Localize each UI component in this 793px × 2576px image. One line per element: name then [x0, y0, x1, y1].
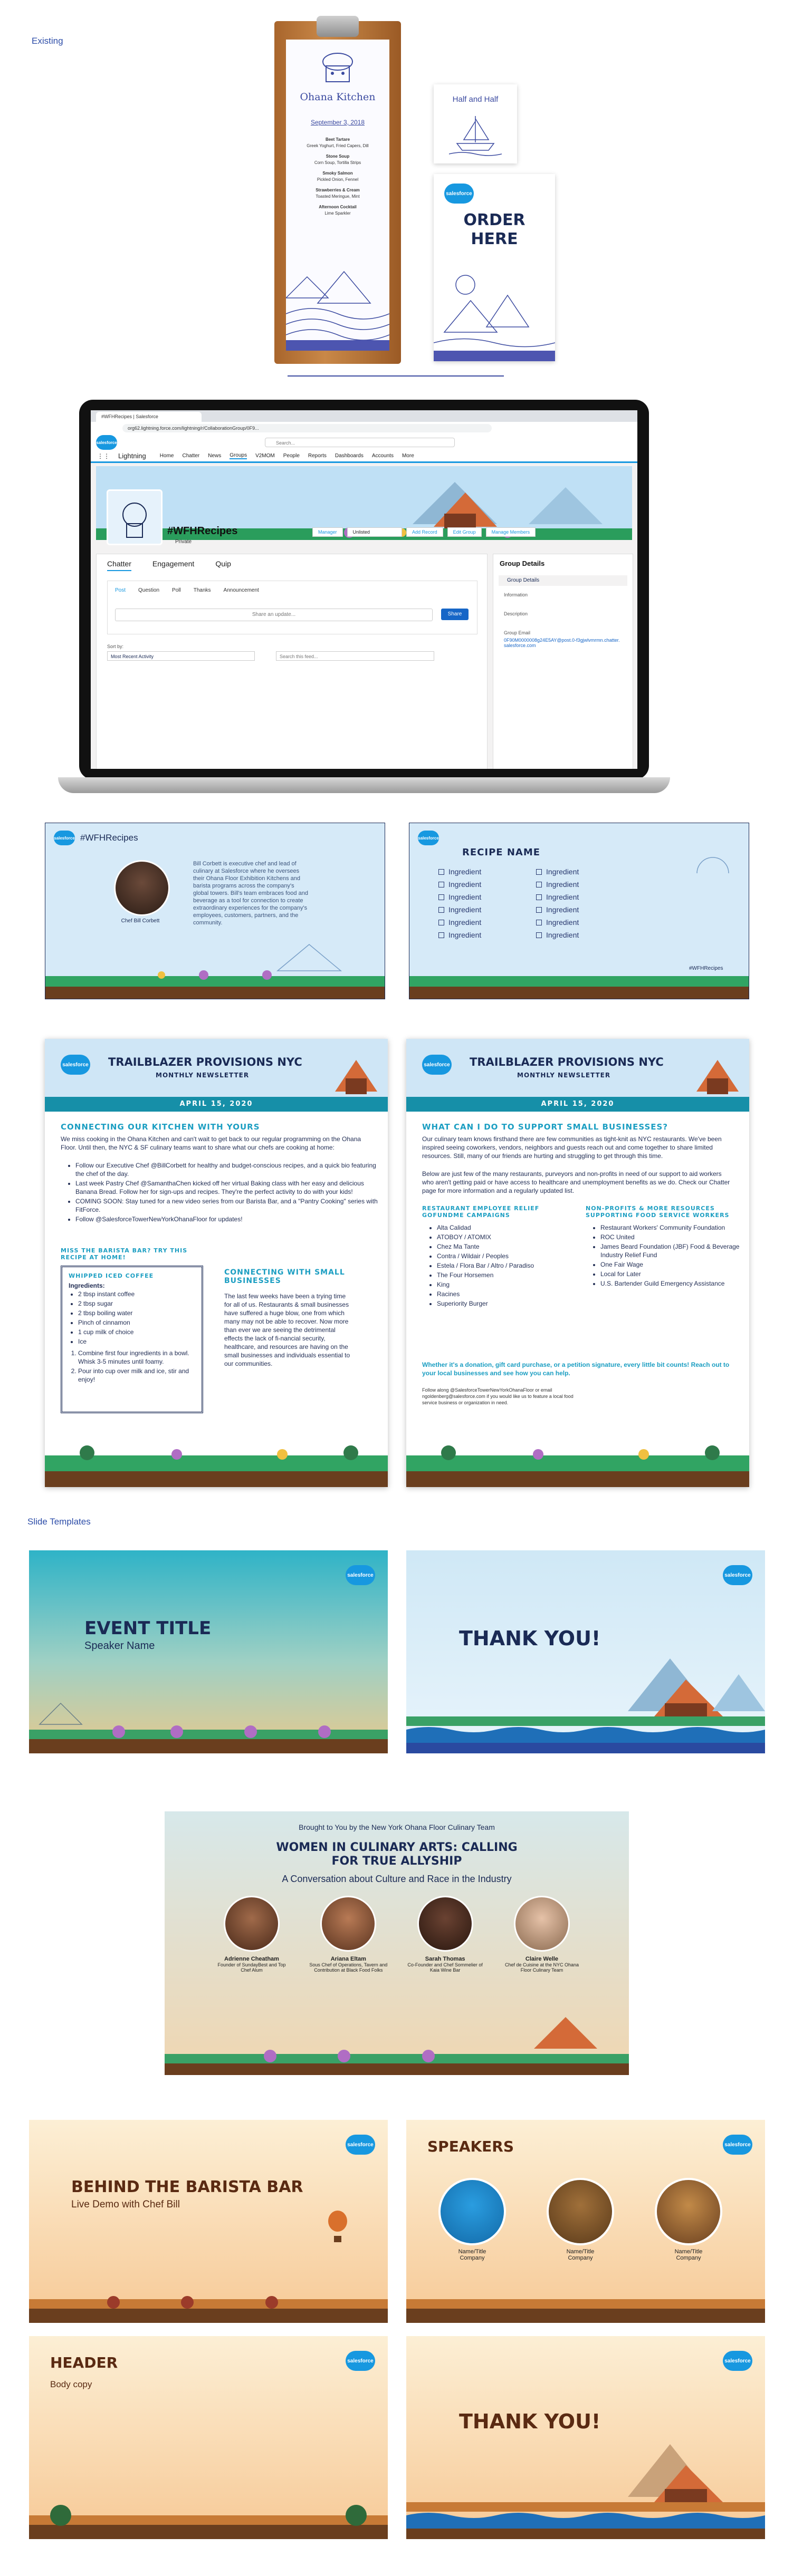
ingredient-item[interactable]: Ingredient: [536, 865, 579, 878]
bio-text: Bill Corbett is executive chef and lead of culinary at Salesforce where he oversees their Ohana Floor Exhibition Kitchens and barista programs across the company's global towers. Bill's team embraces food and beverage as a tool for connection to create extraordinary experiences for the company's employees, customers, partners, and the community.: [193, 861, 308, 926]
hot-air-balloon-icon: [324, 2210, 351, 2246]
list-item: • James Beard Foundation (JBF) Food & Beverage Industry Relief Fund: [600, 1242, 743, 1259]
order-here-title: ORDER HERE: [463, 211, 526, 248]
nl-subtitle: MONTHLY NEWSLETTER: [517, 1072, 611, 1079]
list-item: 2. Pour into cup over milk and ice, stir and enjoy!: [78, 1367, 195, 1384]
chef-avatar: [114, 860, 170, 916]
panelists-row: [212, 1896, 581, 1973]
sf-header: [91, 435, 637, 451]
salesforce-logo-icon: salesforce: [418, 831, 439, 845]
list-item: 1. Combine first four ingredients in a bowl. Whisk 3-5 minutes until foamy.: [78, 1349, 195, 1366]
list-item: • Ice: [78, 1337, 195, 1346]
panelist: [502, 1896, 581, 1973]
nl-callout: Whether it's a donation, gift card purchase, or a petition signature, every little bit counts! Reach out to your local businesses and see how you can help.: [422, 1361, 730, 1377]
panel-title: WOMEN IN CULINARY ARTS: CALLING FOR TRUE ALLYSHIP: [276, 1841, 518, 1868]
ingredient-item[interactable]: Ingredient: [536, 891, 579, 903]
panelist-role: Chef de Cuisine at the NYC Ohana Floor Culinary Team: [504, 1962, 579, 1973]
ingredient-item[interactable]: Ingredient: [536, 903, 579, 916]
list-item: • Superiority Burger: [437, 1299, 574, 1308]
nl-date-bar: APRIL 15, 2020: [45, 1097, 388, 1112]
list-item: • Follow @SalesforceTowerNewYorkOhanaFloor for updates!: [75, 1215, 381, 1223]
menu-date: September 3, 2018: [310, 119, 365, 126]
post-tab[interactable]: Thanks: [193, 587, 211, 593]
cabin-icon: [691, 1049, 744, 1097]
ingredient-item[interactable]: Ingredient: [438, 916, 481, 929]
list-item: • Pinch of cinnamon: [78, 1318, 195, 1327]
nl-title: TRAILBLAZER PROVISIONS NYC: [108, 1056, 302, 1068]
panelist-name: Claire Welle: [525, 1956, 559, 1962]
salesforce-logo-icon: salesforce: [96, 435, 117, 450]
header-scene-art: [29, 2473, 388, 2539]
nav-item[interactable]: More: [402, 453, 414, 459]
menu-line: Beet Tartare: [325, 137, 350, 142]
nl-small-biz-text: The last few weeks have been a trying time for all of us. Restaurants & small businesses have suffered a huge blow, one from which many may not be able to recover. Now more than ever we are seeing the detrimental effects the lack of fi-nancial security, healthcare, and resources are having on the small businesses and individuals essential to our communities.: [224, 1292, 350, 1367]
checkbox-icon[interactable]: [536, 869, 542, 875]
half-and-half-card: [434, 84, 517, 163]
astro-icon: [108, 491, 161, 544]
slide-thank-you-blue: [406, 1550, 765, 1753]
panel-scene-art: [165, 2006, 629, 2075]
menu-line: Pickled Onion, Fennel: [317, 177, 359, 182]
panelist-name: Ariana Eltam: [330, 1956, 366, 1962]
list-item: • Chez Ma Tante: [437, 1242, 574, 1251]
nl-title: TRAILBLAZER PROVISIONS NYC: [470, 1056, 664, 1068]
list-item: • 1 cup milk of choice: [78, 1328, 195, 1336]
recipe-card: [409, 823, 749, 999]
speaker-company-caption: Company: [676, 2255, 701, 2261]
list-item: • ROC United: [600, 1233, 743, 1241]
salesforce-logo-icon: salesforce: [422, 1055, 452, 1075]
nl-footer-art: [45, 1424, 388, 1487]
menu-line: Toasted Meringue, Mint: [316, 194, 360, 199]
checkbox-icon[interactable]: [438, 920, 444, 925]
panelist: [212, 1896, 291, 1973]
menu-paper: [286, 40, 389, 351]
section-label-slide-templates: Slide Templates: [27, 1517, 91, 1527]
speaker: [654, 2178, 723, 2261]
panel-tabs: [107, 559, 231, 571]
email-label: Group Email: [504, 630, 531, 635]
speaker-company-caption: Company: [460, 2255, 485, 2261]
browser-tab[interactable]: #WFHRecipes | Salesforce: [96, 412, 202, 422]
list-item: • 2 tbsp boiling water: [78, 1309, 195, 1317]
salesforce-logo-icon: salesforce: [723, 2351, 752, 2371]
app-name: Lightning: [118, 452, 146, 460]
nl-steps: [69, 1349, 195, 1384]
speakers-row: [438, 2178, 723, 2261]
barista-subtitle: Live Demo with Chef Bill: [71, 2199, 180, 2210]
nl-small-biz-headline: CONNECTING WITH SMALL BUSINESSES: [224, 1268, 345, 1285]
slide-panel: [165, 1811, 629, 2075]
nl-intro: We miss cooking in the Ohana Kitchen and can't wait to get back to our regular programming on the Ohana Floor. Until then, the NYC & SF culinary teams want to share what our chefs are cooking at home:: [61, 1135, 361, 1151]
nav-item[interactable]: Groups: [230, 452, 247, 458]
global-search[interactable]: Search...: [265, 438, 455, 447]
nav-item[interactable]: Chatter: [182, 453, 200, 459]
thank-you-scene-art: [406, 1637, 765, 1753]
nav-item[interactable]: V2MOM: [255, 453, 275, 459]
panelist-role: Sous Chef of Operations, Tavern and Contribution at Black Food Folks: [309, 1962, 388, 1973]
checkbox-icon[interactable]: [438, 894, 444, 900]
speaker-name: Speaker Name: [84, 1640, 155, 1652]
list-item: • The Four Horsemen: [437, 1271, 574, 1279]
event-title: EVENT TITLE: [84, 1618, 212, 1639]
nl-col1-list: [427, 1223, 574, 1309]
menu-lines: [291, 132, 384, 217]
slide-event-title: [29, 1550, 388, 1753]
publisher: [107, 581, 477, 634]
nl-recipe-box: [61, 1266, 203, 1413]
newsletter-2: [406, 1039, 749, 1487]
group-private-label: Private: [175, 539, 192, 545]
salesforce-logo-icon: salesforce: [346, 2351, 375, 2371]
panelist: [406, 1896, 485, 1973]
nl-col2-headline: NON-PROFITS & MORE RESOURCES SUPPORTING FOOD SERVICE WORKERS: [586, 1205, 730, 1219]
group-avatar: [107, 489, 163, 545]
list-item: • One Fair Wage: [600, 1260, 743, 1269]
checkbox-icon[interactable]: [438, 882, 444, 887]
list-item: • Follow our Executive Chef @BillCorbett for healthy and budget-conscious recipes, and a quick bio featuring the chef of the day.: [75, 1161, 381, 1178]
nl-footer-art: [406, 1424, 749, 1487]
nl-headline: WHAT CAN I DO TO SUPPORT SMALL BUSINESSES?: [422, 1122, 668, 1132]
chef-caption: Chef Bill Corbett: [121, 918, 160, 924]
nl-date-bar: APRIL 15, 2020: [406, 1097, 749, 1112]
ingredient-item[interactable]: Ingredient: [536, 929, 579, 941]
speakers-title: SPEAKERS: [427, 2138, 514, 2155]
chef-hat-icon: [317, 50, 359, 87]
checkbox-icon[interactable]: [438, 907, 444, 913]
avatar: [514, 1896, 570, 1952]
barista-title: BEHIND THE BARISTA BAR: [71, 2178, 303, 2196]
checkbox-icon[interactable]: [536, 894, 542, 900]
manager-button[interactable]: Manager: [312, 527, 343, 537]
checkbox-icon[interactable]: [438, 932, 444, 938]
nl-subtitle: MONTHLY NEWSLETTER: [156, 1072, 250, 1079]
group-actions: [312, 527, 536, 537]
ingredients-col-1: [438, 865, 481, 941]
ingredients-col-2: [536, 865, 579, 941]
bio-hashtag: #WFHRecipes: [80, 833, 138, 843]
laptop-screen: [91, 410, 637, 769]
avatar: [417, 1896, 473, 1952]
bio-scene-art: [45, 934, 385, 999]
ingredient-item[interactable]: Ingredient: [438, 929, 481, 941]
ingredient-item[interactable]: Ingredient: [438, 903, 481, 916]
post-tabs: [115, 587, 259, 593]
salesforce-logo-icon: salesforce: [61, 1055, 90, 1075]
chatter-panel: [96, 554, 488, 769]
panelist-role: Founder of SundayBest and Top Chef Alum: [217, 1962, 286, 1973]
list-item: • 2 tbsp instant coffee: [78, 1290, 195, 1298]
unlisted-dropdown[interactable]: Unlisted: [347, 527, 403, 537]
speaker: [546, 2178, 615, 2261]
manage-members-button[interactable]: Manage Members: [486, 527, 536, 537]
thank-you-title: THANK YOU!: [459, 1627, 601, 1650]
clipboard-menu: [274, 16, 401, 364]
nl-col1-headline: RESTAURANT EMPLOYEE RELIEF GOFUNDME CAMPAIGNS: [422, 1205, 540, 1219]
avatar: [224, 1896, 280, 1952]
checkbox-icon[interactable]: [438, 869, 444, 875]
nav-item[interactable]: Accounts: [371, 453, 394, 459]
menu-line: Corn Soup, Tortilla Strips: [314, 160, 361, 165]
list-item: • 2 tbsp sugar: [78, 1299, 195, 1308]
salesforce-logo-icon: salesforce: [723, 1565, 752, 1585]
menu-footer-art: [286, 266, 389, 351]
list-item: • U.S. Bartender Guild Emergency Assistance: [600, 1279, 743, 1288]
checkbox-icon[interactable]: [536, 920, 542, 925]
url-input[interactable]: org62.lightning.force.com/lightning/r/CollaborationGroup/0F9...: [122, 424, 492, 432]
event-scene-art: [29, 1682, 388, 1753]
feed-search[interactable]: Search this feed...: [276, 651, 434, 661]
laptop: [58, 400, 670, 800]
browser-tabbar: [91, 410, 637, 422]
avatar: [320, 1896, 376, 1952]
cabin-icon: [330, 1049, 383, 1097]
sun-icon: [694, 850, 731, 876]
nl-col2-list: [591, 1223, 743, 1289]
ingredient-item[interactable]: Ingredient: [536, 916, 579, 929]
list-item: • COMING SOON: Stay tuned for a new video series from our Barista Bar, and a "Pantry Cooking" series with FitForce.: [75, 1197, 381, 1214]
slide-speakers: [406, 2120, 765, 2323]
avatar: [547, 2178, 614, 2245]
nav-item[interactable]: Reports: [308, 453, 327, 459]
nl-headline: CONNECTING OUR KITCHEN WITH YOURS: [61, 1122, 260, 1132]
sf-navbar: [91, 450, 637, 463]
menu-line: Afternoon Cocktail: [319, 205, 357, 209]
bio-card: [45, 823, 385, 999]
avatar: [438, 2178, 506, 2245]
panel-intro: Brought to You by the New York Ohana Floor Culinary Team: [299, 1823, 495, 1831]
menu-line: Strawberries & Cream: [316, 188, 360, 192]
menu-line: Stone Soup: [326, 154, 350, 159]
slide-barista: [29, 2120, 388, 2323]
sort-label: Sort by:: [107, 644, 124, 649]
details-subheader[interactable]: Group Details: [499, 575, 627, 586]
share-button[interactable]: Share: [441, 609, 469, 620]
salesforce-logo-icon: salesforce: [444, 184, 474, 204]
clipboard-clip: [317, 16, 359, 37]
tab-chatter[interactable]: Chatter: [107, 559, 131, 571]
nl-bullets: [66, 1161, 381, 1224]
ingredient-item[interactable]: Ingredient: [438, 865, 481, 878]
salesforce-logo-icon: salesforce: [346, 1565, 375, 1585]
list-item: • Racines: [437, 1290, 574, 1298]
menu-line: Greek Yoghurt, Fried Capers, Dill: [307, 143, 369, 148]
ingredient-item[interactable]: Ingredient: [438, 891, 481, 903]
newsletter-1: [45, 1039, 388, 1487]
speaker-name-caption: Name/Title: [566, 2249, 595, 2255]
order-here-card: [434, 174, 555, 361]
slide-header-body: [29, 2336, 388, 2539]
laptop-base: [58, 777, 670, 793]
panelist: [309, 1896, 388, 1973]
list-item: • Restaurant Workers' Community Foundation: [600, 1223, 743, 1232]
salesforce-logo-icon: salesforce: [723, 2135, 752, 2155]
nav-item[interactable]: Dashboards: [335, 453, 364, 459]
post-tab[interactable]: Question: [138, 587, 160, 593]
nav-item[interactable]: News: [208, 453, 222, 459]
tab-engagement[interactable]: Engagement: [152, 559, 195, 568]
recipe-hashtag: #WFHRecipes: [689, 966, 723, 971]
list-item: • King: [437, 1280, 574, 1289]
existing-divider: [288, 375, 504, 377]
nl-recipe-title: WHIPPED ICED COFFEE: [69, 1272, 154, 1279]
panel-subtitle: A Conversation about Culture and Race in the Industry: [282, 1874, 512, 1884]
recipe-title: RECIPE NAME: [462, 847, 541, 858]
body-copy: Body copy: [50, 2379, 92, 2389]
checkbox-icon[interactable]: [536, 907, 542, 913]
half-and-half-title: Half and Half: [452, 95, 499, 104]
post-tab[interactable]: Poll: [172, 587, 181, 593]
share-input[interactable]: Share an update...: [115, 609, 433, 621]
recipe-scene-art: [409, 971, 749, 999]
thank-you-orange-scene-art: [406, 2423, 765, 2539]
list-item: • ATOBOY / ATOMIX: [437, 1233, 574, 1241]
nl-header: [45, 1039, 388, 1097]
speaker-name-caption: Name/Title: [674, 2249, 703, 2255]
nl-paragraph-1: Our culinary team knows firsthand there are few communities as tight-knit as NYC restaurants. We've been inspired seeing coworkers, vendors, neighbors and guests reach out and come together to share limited resources. Still, many of our friends are hurting and struggling to get through this time.: [422, 1135, 722, 1160]
barista-scene-art: [29, 2257, 388, 2323]
desc-label: Description: [504, 611, 528, 616]
section-label-existing: Existing: [32, 36, 63, 46]
email-value[interactable]: 0F90M0000008g24E5AY@post.0-f3gjwlvmrmn.chatter.salesforce.com: [504, 638, 620, 648]
header-title: HEADER: [50, 2354, 118, 2371]
menu-title: Ohana Kitchen: [300, 91, 376, 103]
speaker-company-caption: Company: [568, 2255, 593, 2261]
checkbox-icon[interactable]: [536, 882, 542, 887]
list-item: • Estela / Flora Bar / Altro / Paradiso: [437, 1261, 574, 1270]
speaker-name-caption: Name/Title: [458, 2249, 486, 2255]
list-item: • Contra / Wildair / Peoples: [437, 1252, 574, 1260]
edit-group-button[interactable]: Edit Group: [447, 527, 482, 537]
ingredient-item[interactable]: Ingredient: [536, 878, 579, 891]
nav-item[interactable]: Home: [159, 453, 174, 459]
nl-ingredients: [69, 1290, 195, 1346]
post-tab[interactable]: Post: [115, 587, 126, 593]
details-title: Group Details: [500, 559, 545, 567]
slide-thank-you-orange: [406, 2336, 765, 2539]
salesforce-logo-icon: salesforce: [346, 2135, 375, 2155]
avatar: [655, 2178, 722, 2245]
order-here-art: [434, 264, 555, 361]
thank-you-title-2: THANK YOU!: [459, 2410, 601, 2433]
nl-barista-headline: MISS THE BARISTA BAR? TRY THIS RECIPE AT HOME!: [61, 1247, 188, 1261]
panelist-role: Co-Founder and Chef Sommelier of Kaia Wine Bar: [407, 1962, 483, 1973]
speaker: [438, 2178, 507, 2261]
nl-ingredients-label: Ingredients:: [69, 1282, 105, 1289]
list-item: • Local for Later: [600, 1270, 743, 1278]
menu-line: Smoky Salmon: [322, 171, 353, 176]
group-name: #WFHRecipes: [167, 525, 238, 537]
panelist-name: Adrienne Cheatham: [224, 1956, 279, 1962]
details-panel: [493, 554, 633, 769]
add-record-button[interactable]: Add Record: [406, 527, 443, 537]
info-label: Information: [504, 592, 528, 597]
panelist-name: Sarah Thomas: [425, 1956, 465, 1962]
app-launcher-icon[interactable]: ⋮⋮: [97, 452, 110, 460]
list-item: • Last week Pastry Chef @SamanthaChen kicked off her virtual Baking class with her easy and delicious Banana Bread. Follow her for sign-ups and recipes. They're the perfect activity to do with your kids!: [75, 1179, 381, 1196]
tab-quip[interactable]: Quip: [215, 559, 231, 568]
menu-line: Lime Sparkler: [324, 211, 351, 216]
nl-header: [406, 1039, 749, 1097]
nl-paragraph-2: Below are just few of the many restaurants, purveyors and non-profits in need of our support to aid workers who aren't getting paid or have access to healthcare and unemployment benefits as we do. Check our Chatter page for more information and a regularly updated list.: [422, 1170, 730, 1194]
list-item: • Alta Calidad: [437, 1223, 574, 1232]
browser-urlbar: [91, 422, 637, 435]
sort-dropdown[interactable]: Most Recent Activity: [107, 651, 255, 661]
speakers-scene-art: [406, 2257, 765, 2323]
post-tab[interactable]: Announcement: [223, 587, 259, 593]
nl-footer-note: Follow along @SalesforceTowerNewYorkOhanaFloor or email ngoldenberg@salesforce.com if you would like us to feature a local food service business or organization in need.: [422, 1387, 574, 1405]
ingredient-item[interactable]: Ingredient: [438, 878, 481, 891]
checkbox-icon[interactable]: [536, 932, 542, 938]
boat-icon: [449, 111, 502, 158]
salesforce-logo-icon: salesforce: [54, 831, 75, 845]
nav-item[interactable]: People: [283, 453, 300, 459]
